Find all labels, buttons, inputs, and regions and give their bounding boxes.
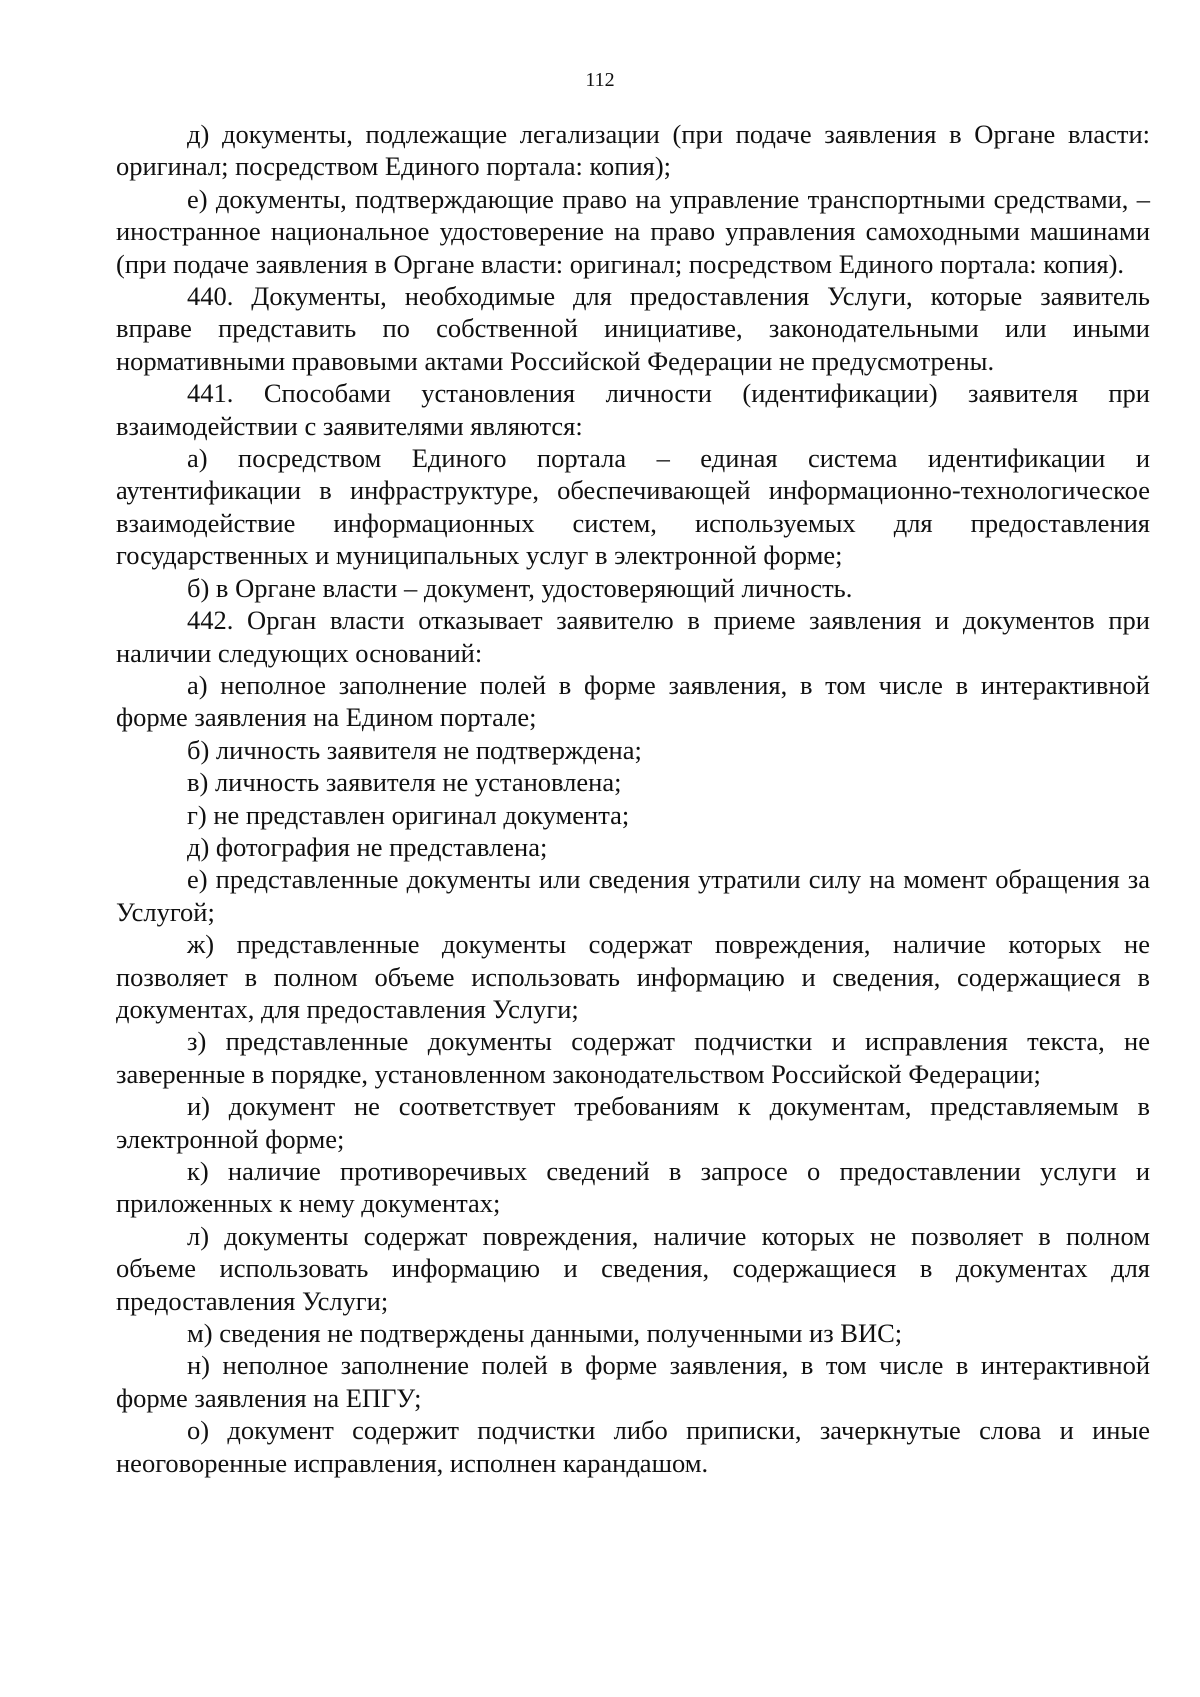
item-441-b: б) в Органе власти – документ, удостоверяющий личность.: [187, 572, 853, 603]
document-body: [116, 118, 1150, 1479]
item-442-k: к) наличие противоречивых сведений в запросе о предоставлении услуги и приложенных к нему документах;: [116, 1156, 1150, 1219]
item-442-d: д) фотография не представлена;: [187, 831, 548, 862]
clause-442: 442. Орган власти отказывает заявителю в приеме заявления и документов при наличии следующих оснований:: [116, 605, 1150, 668]
item-e-driving-rights: е) документы, подтверждающие право на управление транспортными средствами, – иностранное национальное удостоверение на право управления самоходными машинами (при подаче заявления в Органе власти: оригинал; посредством Единого портала: копия).: [116, 183, 1150, 279]
clause-440: 440. Документы, необходимые для предоставления Услуги, которые заявитель вправе представить по собственной инициативе, законодательными или иными нормативными правовыми актами Российской Федерации не предусмотрены.: [116, 281, 1150, 376]
item-442-a: а) неполное заполнение полей в форме заявления, в том числе в интерактивной форме заявления на Едином портале;: [116, 669, 1150, 733]
item-442-i: и) документ не соответствует требованиям к документам, представляемым в электронной форме;: [116, 1091, 1150, 1154]
item-442-b: б) личность заявителя не подтверждена;: [187, 734, 642, 765]
page-number: 112: [585, 69, 615, 91]
item-442-g: г) не представлен оригинал документа;: [187, 799, 630, 830]
item-442-l: л) документы содержат повреждения, наличие которых не позволяет в полном объеме использовать информацию и сведения, содержащиеся в документах для предоставления Услуги;: [116, 1220, 1150, 1316]
item-442-e: е) представленные документы или сведения утратили силу на момент обращения за Услугой;: [116, 864, 1150, 927]
item-442-m: м) сведения не подтверждены данными, полученными из ВИС;: [187, 1318, 903, 1349]
item-d-legalization: д) документы, подлежащие легализации (при подаче заявления в Органе власти: оригинал; посредством Единого портала: копия);: [116, 119, 1150, 182]
item-442-v: в) личность заявителя не установлена;: [187, 767, 622, 798]
item-441-a: а) посредством Единого портала – единая система идентификации и аутентификации в инфраструктуре, обеспечивающей информационно-технологическое взаимодействие информационных систем, используемых для предоставления государственных и муниципальных услуг в электронной форме;: [116, 443, 1150, 571]
item-442-o: о) документ содержит подчистки либо приписки, зачеркнутые слова и иные неоговоренные исправления, исполнен карандашом.: [116, 1415, 1150, 1478]
clause-441: 441. Способами установления личности (идентификации) заявителя при взаимодействии с заявителями являются:: [116, 378, 1150, 441]
item-442-n: н) неполное заполнение полей в форме заявления, в том числе в интерактивной форме заявления на ЕПГУ;: [116, 1350, 1150, 1413]
item-442-zh: ж) представленные документы содержат повреждения, наличие которых не позволяет в полном объеме использовать информацию и сведения, содержащиеся в документах, для предоставления Услуги;: [116, 929, 1150, 1024]
item-442-z: з) представленные документы содержат подчистки и исправления текста, не заверенные в порядке, установленном законодательством Российской Федерации;: [116, 1026, 1150, 1089]
